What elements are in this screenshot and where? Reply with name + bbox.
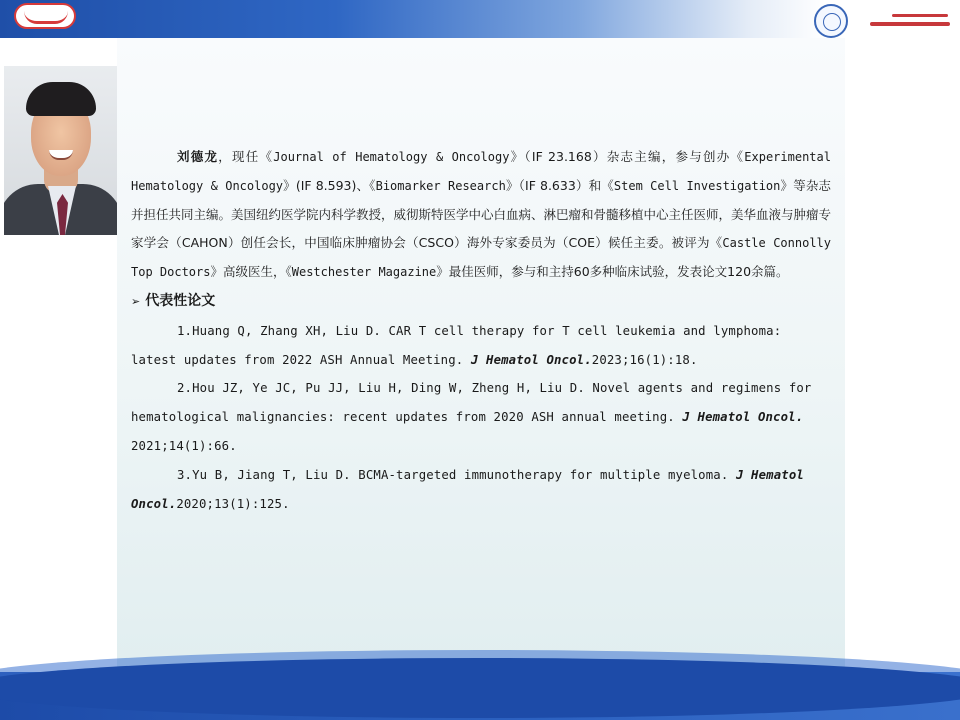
bio-journal-sci: Stem Cell Investigation	[613, 178, 781, 193]
reference-citation: 2023;16(1):18.	[591, 352, 698, 367]
reference-citation: 2021;14(1):66.	[131, 438, 237, 453]
reference-citation: 2020;13(1):125.	[176, 496, 290, 511]
arrow-bullet-icon: ➢	[131, 294, 141, 308]
bio-castle-connolly: Castle Connolly Top Doctors	[131, 236, 831, 280]
bio-westchester: Westchester Magazine	[291, 265, 437, 280]
footer-band	[0, 672, 960, 720]
content-text	[131, 143, 831, 518]
reference-journal: J Hematol Oncol.	[470, 352, 592, 367]
portrait-photo	[4, 66, 117, 235]
bio-paragraph	[131, 143, 831, 287]
slogan-calligraphy-icon	[868, 14, 950, 32]
person-name: 刘德龙	[177, 149, 219, 164]
bio-text-3: 》(IF 8.593)、《	[283, 177, 376, 193]
bio-journal-jho: Journal of Hematology & Oncology	[273, 150, 510, 164]
reference-text: 1.Huang Q, Zhang XH, Liu D. CAR T cell therapy for T cell leukemia and lymphoma: latest updates from 2022 ASH Annual Meeting.	[131, 323, 782, 367]
reference-item	[131, 461, 831, 519]
society-logo-icon	[14, 3, 76, 29]
bio-text-6: 》高级医生，《	[210, 264, 292, 280]
reference-item	[131, 317, 831, 375]
bio-journal-eho: Experimental Hematology & Oncology	[131, 150, 831, 193]
bio-text-4: 》（IF 8.633）和《	[505, 177, 614, 193]
section-title: 代表性论文	[145, 292, 216, 309]
bio-journal-br: Biomarker Research	[375, 178, 506, 193]
reference-text: 3.Yu B, Jiang T, Liu D. BCMA-targeted immunotherapy for multiple myeloma.	[177, 467, 736, 482]
reference-item	[131, 374, 831, 460]
bio-text-1: ，现任《	[218, 149, 274, 164]
bio-text-7: 》最佳医师，参与和主持60多种临床试验，发表论文120余篇。	[436, 264, 789, 280]
reference-journal: J Hematol Oncol.	[682, 410, 804, 425]
reference-journal: J Hematol Oncol.	[131, 467, 804, 511]
bio-text-5: 》等杂志并担任共同主编。美国纽约医学院内科学教授，威彻斯特医学中心白血病、淋巴瘤和骨髓移植中心主任医师，美华血液与肿瘤专家学会（CAHON）创任会长，中国临床肿瘤协会（CSCO）海外专家委员为（COE）候任主委。被评为《	[131, 177, 832, 251]
section-heading	[131, 287, 831, 317]
bio-text-2: 》（IF 23.168）杂志主编，参与创办《	[509, 149, 745, 164]
reference-text: 2.Hou JZ, Ye JC, Pu JJ, Liu H, Ding W, Zheng H, Liu D. Novel agents and regimens for hematological malignancies: recent updates from 2020 ASH annual meeting.	[131, 381, 812, 425]
university-seal-icon	[814, 4, 848, 38]
